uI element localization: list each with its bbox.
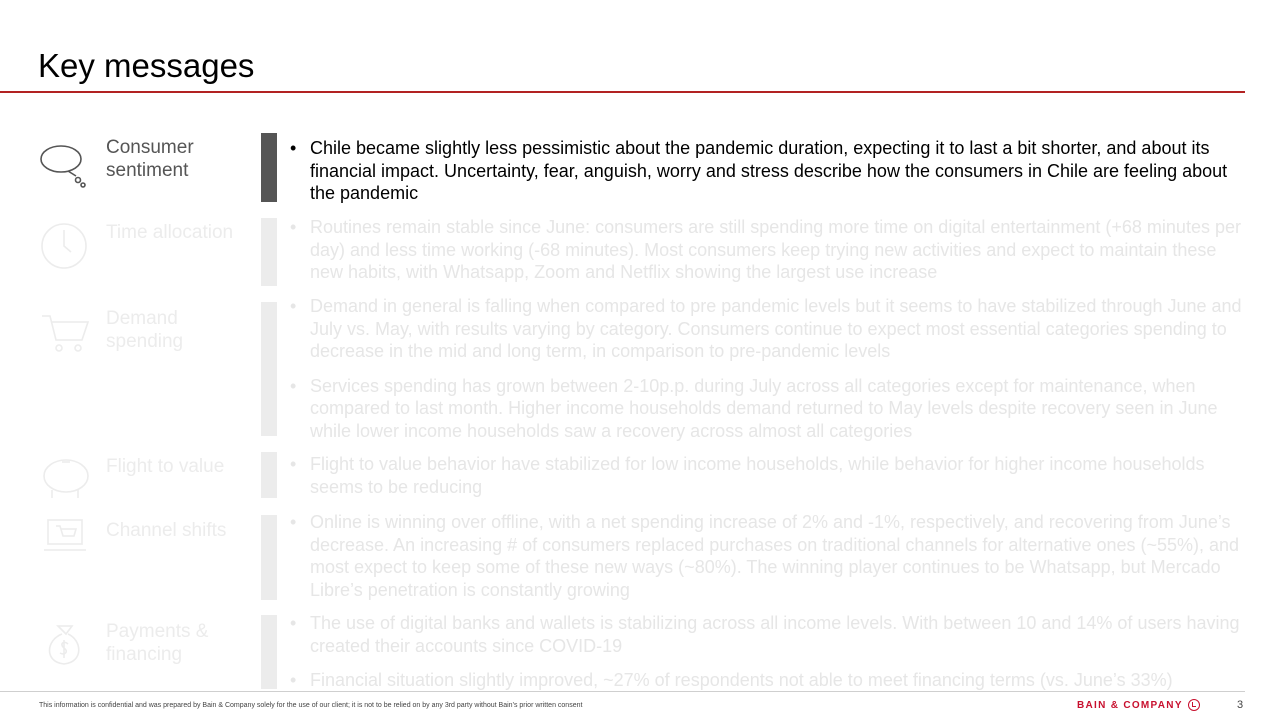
laptop-cart-icon xyxy=(38,510,92,564)
money-bag-icon xyxy=(38,618,92,672)
clock-icon xyxy=(38,220,92,274)
section-label: Channel shifts xyxy=(106,520,227,541)
bullet-item: • Chile became slightly less pessimistic about the pandemic duration, expecting it to last a bit shorter, and about its financial impact. Uncertainty, fear, anguish, worry and stress describe how the consumers in Chile are feeling about the pandemic xyxy=(290,137,1245,205)
bullet-item: • Services spending has grown between 2-10p.p. during July across all categories except for maintenance, when compared to last month. Higher income households demand returned to May levels despite recovery seen in June while lower income households saw a recovery across almost all categories xyxy=(290,375,1245,443)
bullet-item: • Flight to value behavior have stabilized for low income households, while behavior for higher income households seems to be reducing xyxy=(290,453,1245,498)
page-number: 3 xyxy=(1237,699,1244,711)
shopping-cart-icon xyxy=(38,306,92,360)
section-label: Flight to value xyxy=(106,456,225,477)
section-label: Demand spending xyxy=(106,308,184,352)
bullet-item: • Demand in general is falling when compared to pre pandemic levels but it seems to have stabilized through June and July vs. May, with results varying by category. Consumers continue to expect most essential categories spending to decrease in the mid and long term, in comparison to pre-pandemic levels xyxy=(290,295,1245,363)
bullet-item: • Financial situation slightly improved, ~27% of respondents not able to meet financing terms (vs. June’s 33%) xyxy=(290,669,1245,692)
piggy-bank-icon xyxy=(38,452,92,506)
bullet-list xyxy=(290,216,1245,296)
bullet-item: • Online is winning over offline, with a net spending increase of 2% and -1%, respectively, and recovering from June’s decrease. An increasing # of consumers replaced purchases on traditional channels for alternative ones (~55%), and most expect to keep some of these new ways (~80%). The winning player continues to be Whatsapp, but Mercado Libre’s penetration is constantly growing xyxy=(290,511,1245,601)
section-bar xyxy=(261,615,277,689)
page-title: Key messages xyxy=(38,47,255,84)
brand-logo xyxy=(1077,699,1200,711)
footer-divider xyxy=(0,691,1245,692)
title-divider xyxy=(0,91,1245,93)
brand-mark-icon xyxy=(1188,699,1200,711)
brand-name: BAIN & COMPANY xyxy=(1077,699,1183,711)
section-bar xyxy=(261,302,277,436)
bullet-item: • Routines remain stable since June: consumers are still spending more time on digital entertainment (+68 minutes per day) and less time working (-68 minutes). Most consumers keep trying new activities and expect to maintain these new habits, with Whatsapp, Zoom and Netflix showing the largest use increase xyxy=(290,216,1245,284)
bullet-item: • The use of digital banks and wallets is stabilizing across all income levels. With between 10 and 14% of users having created their accounts since COVID-19 xyxy=(290,612,1245,657)
bullet-list xyxy=(290,511,1245,613)
section-label: Consumer sentiment xyxy=(106,137,194,181)
section-bar xyxy=(261,515,277,600)
section-bar xyxy=(261,133,277,202)
bullet-list xyxy=(290,453,1245,510)
section-bar xyxy=(261,218,277,286)
speech-bubble-icon xyxy=(38,138,92,192)
section-label: Time allocation xyxy=(106,222,234,243)
bullet-list xyxy=(290,137,1245,217)
bullet-list xyxy=(290,612,1245,704)
confidentiality-note: This information is confidential and was prepared by Bain & Company solely for the use of our client; it is not to be relied on by any 3rd party without Bain’s prior written consent xyxy=(39,702,583,709)
section-label: Payments & financing xyxy=(106,621,209,665)
bullet-list xyxy=(290,295,1245,454)
section-bar xyxy=(261,452,277,498)
